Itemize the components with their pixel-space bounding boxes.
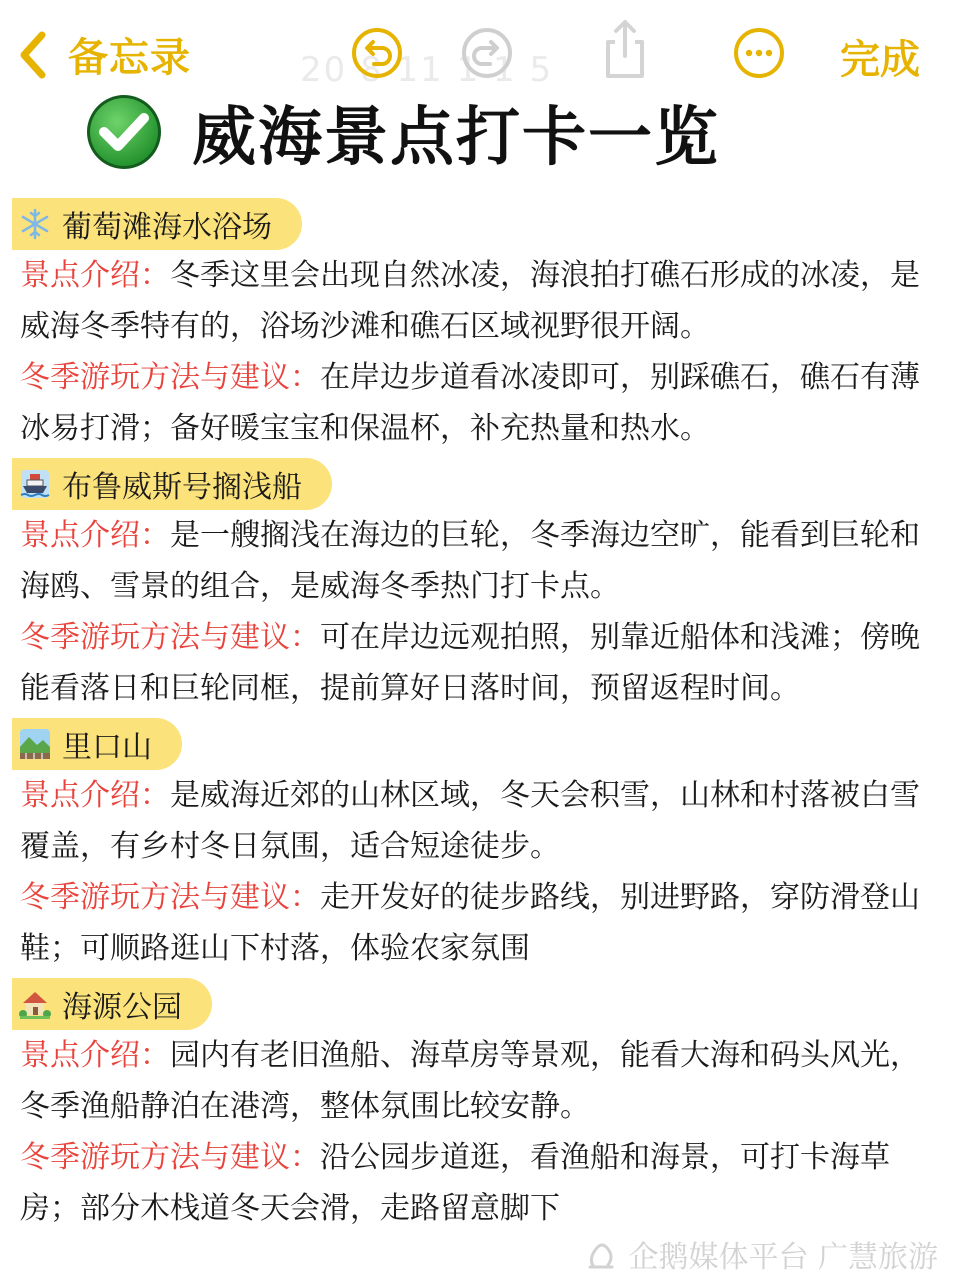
section-heading bbox=[12, 718, 182, 770]
ghost-date-text: 20 8 11 1 1 5 bbox=[300, 50, 554, 90]
intro-label: 景点介绍： bbox=[20, 778, 170, 813]
attraction-section bbox=[20, 458, 940, 714]
section-heading bbox=[12, 458, 332, 510]
title-row bbox=[78, 92, 720, 175]
attraction-section bbox=[20, 198, 940, 454]
tips-label: 冬季游玩方法与建议： bbox=[20, 880, 320, 915]
section-name: 葡萄滩海水浴场 bbox=[62, 210, 272, 245]
tips-text: 沿公园步道逛，看渔船和海景，可打卡海草房；部分木栈道冬天会滑，走路留意脚下 bbox=[20, 1140, 890, 1226]
intro-text: 是一艘搁浅在海边的巨轮，冬季海边空旷，能看到巨轮和海鸥、雪景的组合，是威海冬季热门打卡点。 bbox=[20, 518, 920, 604]
watermark bbox=[584, 1232, 938, 1276]
intro-text: 冬季这里会出现自然冰凌，海浪拍打礁石形成的冰凌，是威海冬季特有的，浴场沙滩和礁石区域视野很开阔。 bbox=[20, 258, 920, 344]
section-name: 布鲁威斯号搁浅船 bbox=[62, 470, 302, 505]
done-button[interactable]: 完成 bbox=[840, 37, 920, 83]
redo-icon[interactable] bbox=[460, 26, 514, 80]
undo-icon[interactable] bbox=[350, 26, 404, 80]
tips-paragraph bbox=[20, 352, 940, 454]
watermark-text: 企鹅媒体平台 广慧旅游 bbox=[628, 1240, 938, 1275]
tips-label: 冬季游玩方法与建议： bbox=[20, 1140, 320, 1175]
tips-text: 可在岸边远观拍照，别靠近船体和浅滩；傍晚能看落日和巨轮同框，提前算好日落时间，预留返程时间。 bbox=[20, 620, 920, 706]
section-name: 里口山 bbox=[62, 730, 152, 765]
tips-label: 冬季游玩方法与建议： bbox=[20, 620, 320, 655]
more-options-icon[interactable] bbox=[732, 26, 786, 80]
house-garden-icon bbox=[18, 987, 52, 1021]
notes-toolbar bbox=[0, 0, 960, 100]
section-name: 海源公园 bbox=[62, 990, 182, 1025]
chevron-left-icon bbox=[18, 29, 48, 81]
tips-label: 冬季游玩方法与建议： bbox=[20, 360, 320, 395]
section-heading bbox=[12, 978, 212, 1030]
ship-icon bbox=[18, 467, 52, 501]
intro-paragraph bbox=[20, 1030, 940, 1132]
attraction-section bbox=[20, 978, 940, 1234]
intro-label: 景点介绍： bbox=[20, 1038, 170, 1073]
intro-label: 景点介绍： bbox=[20, 518, 170, 553]
snowflake-icon bbox=[18, 207, 52, 241]
back-label: 备忘录 bbox=[68, 35, 191, 81]
share-icon[interactable] bbox=[598, 18, 652, 80]
tips-paragraph bbox=[20, 872, 940, 974]
intro-paragraph bbox=[20, 250, 940, 352]
tips-text: 走开发好的徒步路线，别进野路，穿防滑登山鞋；可顺路逛山下村落，体验农家氛围 bbox=[20, 880, 920, 966]
intro-label: 景点介绍： bbox=[20, 258, 170, 293]
tips-paragraph bbox=[20, 1132, 940, 1234]
intro-text: 园内有老旧渔船、海草房等景观，能看大海和码头风光，冬季渔船静泊在港湾，整体氛围比较安静。 bbox=[20, 1038, 920, 1124]
intro-paragraph bbox=[20, 770, 940, 872]
tips-paragraph bbox=[20, 612, 940, 714]
back-button[interactable] bbox=[18, 26, 191, 83]
penguin-media-logo-icon bbox=[584, 1237, 618, 1271]
intro-text: 是威海近郊的山林区域，冬天会积雪，山林和村落被白雪覆盖，有乡村冬日氛围，适合短途徒步。 bbox=[20, 778, 920, 864]
note-content[interactable] bbox=[20, 198, 940, 1238]
check-mark-button-icon bbox=[78, 92, 170, 172]
intro-paragraph bbox=[20, 510, 940, 612]
page-title: 威海景点打卡一览 bbox=[192, 101, 720, 175]
attraction-section bbox=[20, 718, 940, 974]
tips-text: 在岸边步道看冰凌即可，别踩礁石，礁石有薄冰易打滑；备好暖宝宝和保温杯，补充热量和热水。 bbox=[20, 360, 920, 446]
section-heading bbox=[12, 198, 302, 250]
mountain-railway-icon bbox=[18, 727, 52, 761]
